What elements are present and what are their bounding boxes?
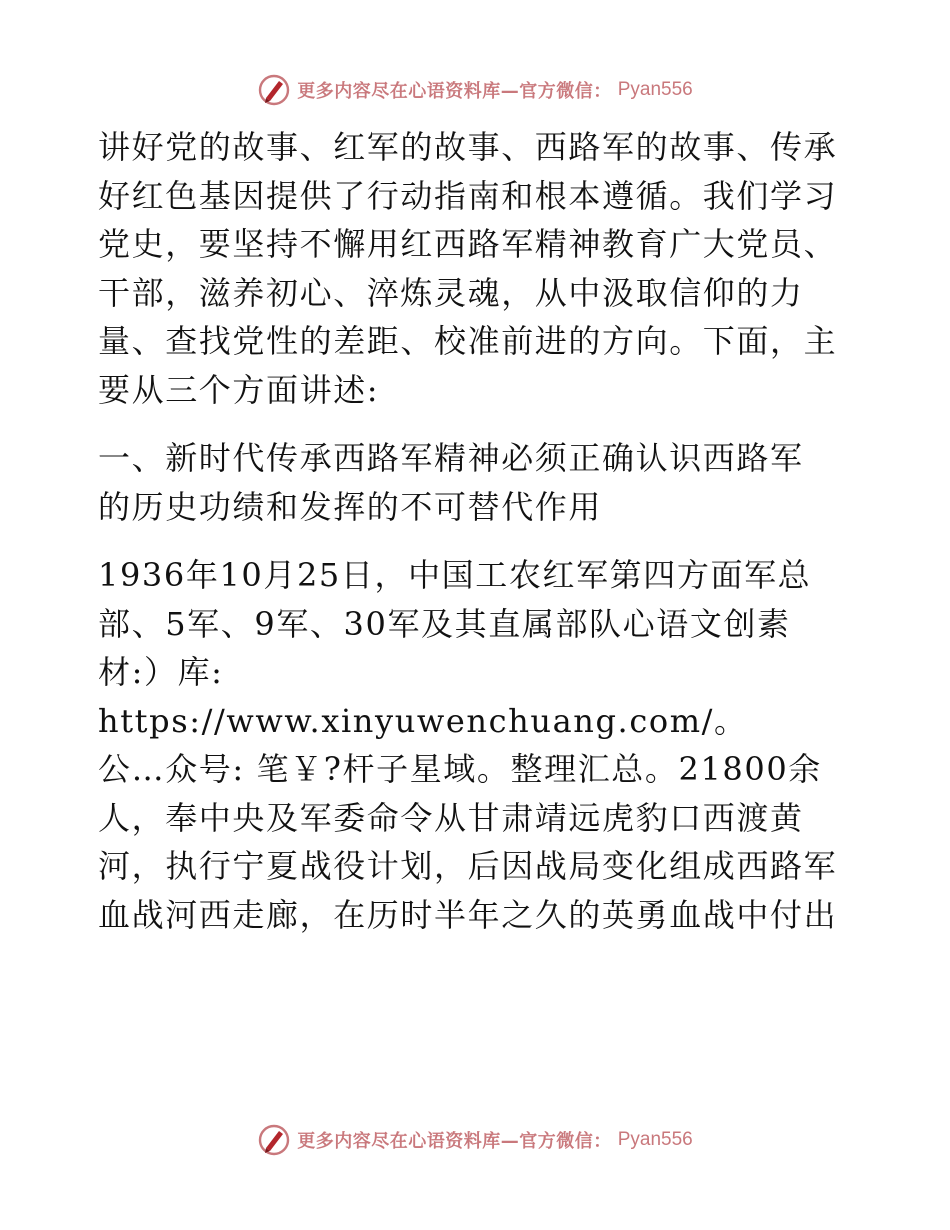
body-paragraph: 讲好党的故事、红军的故事、西路军的故事、传承 好红色基因提供了行动指南和根本遵循。我们学习 党史，要坚持不懈用红西路军精神教育广大党员、 干部，滋养初心、淬炼灵魂，从中汲取信仰的力 量、查找党性的差距、校准前进的方向。下面，主 要从三个方面讲述:: [98, 128, 838, 409]
watermark-account: Pyan556: [617, 79, 693, 100]
pen-logo-icon: [257, 73, 291, 107]
section-heading: 一、新时代传承西路军精神必须正确认识西路军 的历史功绩和发挥的不可替代作用: [98, 439, 804, 526]
body-paragraph: 1936年10月25日，中国工农红军第四方面军总 部、5军、9军、30军及其直属部队心语文创素 材:）库: https://www.xinyuwenchuang.com/。 公…众号: 笔￥?杆子星域。整理汇总。21800余 人，奉中央及军委命令从甘肃靖远虎豹口西渡黄 河，执行宁夏战役计划，后因战局变化组成西路军 血战河西走廊，在历时半年之久的英勇血战中付出: [98, 556, 838, 934]
header-watermark: [0, 70, 950, 110]
watermark-text: 更多内容尽在心语资料库—官方微信：: [297, 1131, 612, 1152]
pen-logo-icon: [257, 1123, 291, 1157]
footer-watermark: [0, 1120, 950, 1160]
watermark-account: Pyan556: [617, 1129, 693, 1150]
document-body: [98, 123, 858, 939]
watermark-text: 更多内容尽在心语资料库—官方微信：: [297, 81, 612, 102]
